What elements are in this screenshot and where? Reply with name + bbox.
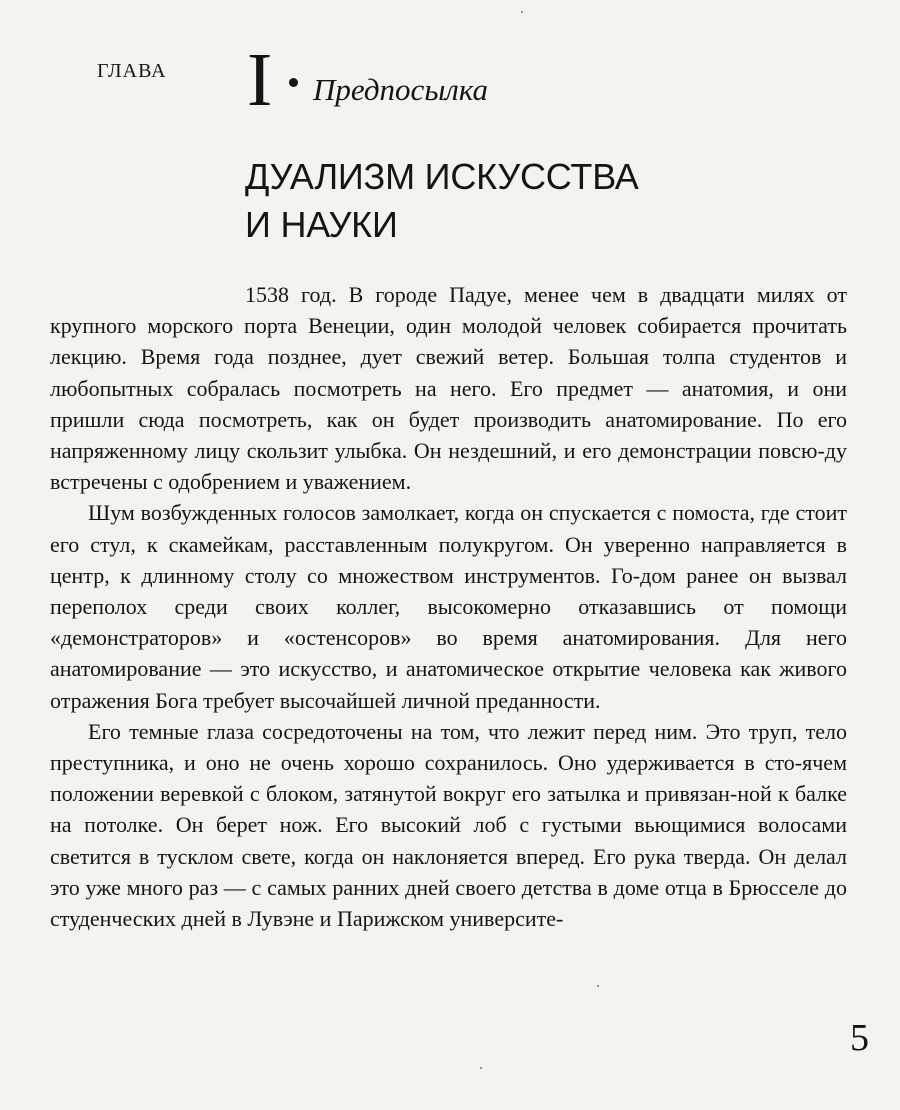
paragraph-1: 1538 год. В городе Падуе, менее чем в двадцати милях от крупного морского порта Венеции, один молодой человек собирается прочитать лекцию. Время года позднее, дует свежий ветер. Большая толпа студентов и любопытных собралась посмотреть на него. Его предмет — анатомия, и они пришли сюда посмотреть, как он будет производить анатомирование. По его напряженному лицу скользит улыбка. Он нездешний, и его демонстрации повсю-ду встречены с одобрением и уважением. [50, 282, 847, 495]
paragraph-2: Шум возбужденных голосов замолкает, когда он спускается с помоста, где стоит его стул, к скамейкам, расставленным полукругом. Он уверенно направляется в центр, к длинному столу со множеством инструментов. Го-дом ранее он вызвал переполох среди своих коллег, высокомерно отказавшись от помощи «демонстраторов» и «остенсоров» во время анатомирования. Для него анатомирование — это искусство, и анатомическое открытие человека как живого отражения Бога требует высочайшей личной преданности. [50, 500, 847, 713]
chapter-number-dot [289, 78, 298, 87]
chapter-label: ГЛАВА [97, 60, 167, 82]
scan-speck [521, 11, 523, 13]
page-number: 5 [850, 1017, 869, 1059]
scan-speck [597, 985, 599, 987]
section-title-line-2: И НАУКИ [245, 204, 398, 245]
section-title-line-1: ДУАЛИЗМ ИСКУССТВА [245, 156, 639, 197]
body-text [50, 279, 847, 934]
paragraph-3: Его темные глаза сосредоточены на том, что лежит перед ним. Это труп, тело преступника, и оно не очень хорошо сохранилось. Оно удерживается в сто-ячем положении веревкой с блоком, затянутой вокруг его затылка и привязан-ной к балке на потолке. Он берет нож. Его высокий лоб с густыми вьющимися волосами светится в тусклом свете, когда он наклоняется вперед. Его рука тверда. Он делал это уже много раз — с самых ранних дней своего детства в доме отца в Брюсселе до студенческих дней в Лувэне и Парижском университе- [50, 718, 847, 932]
chapter-title: Предпосылка [313, 72, 489, 107]
chapter-number: I [247, 38, 273, 122]
section-title [245, 153, 805, 249]
scan-speck [480, 1067, 482, 1069]
